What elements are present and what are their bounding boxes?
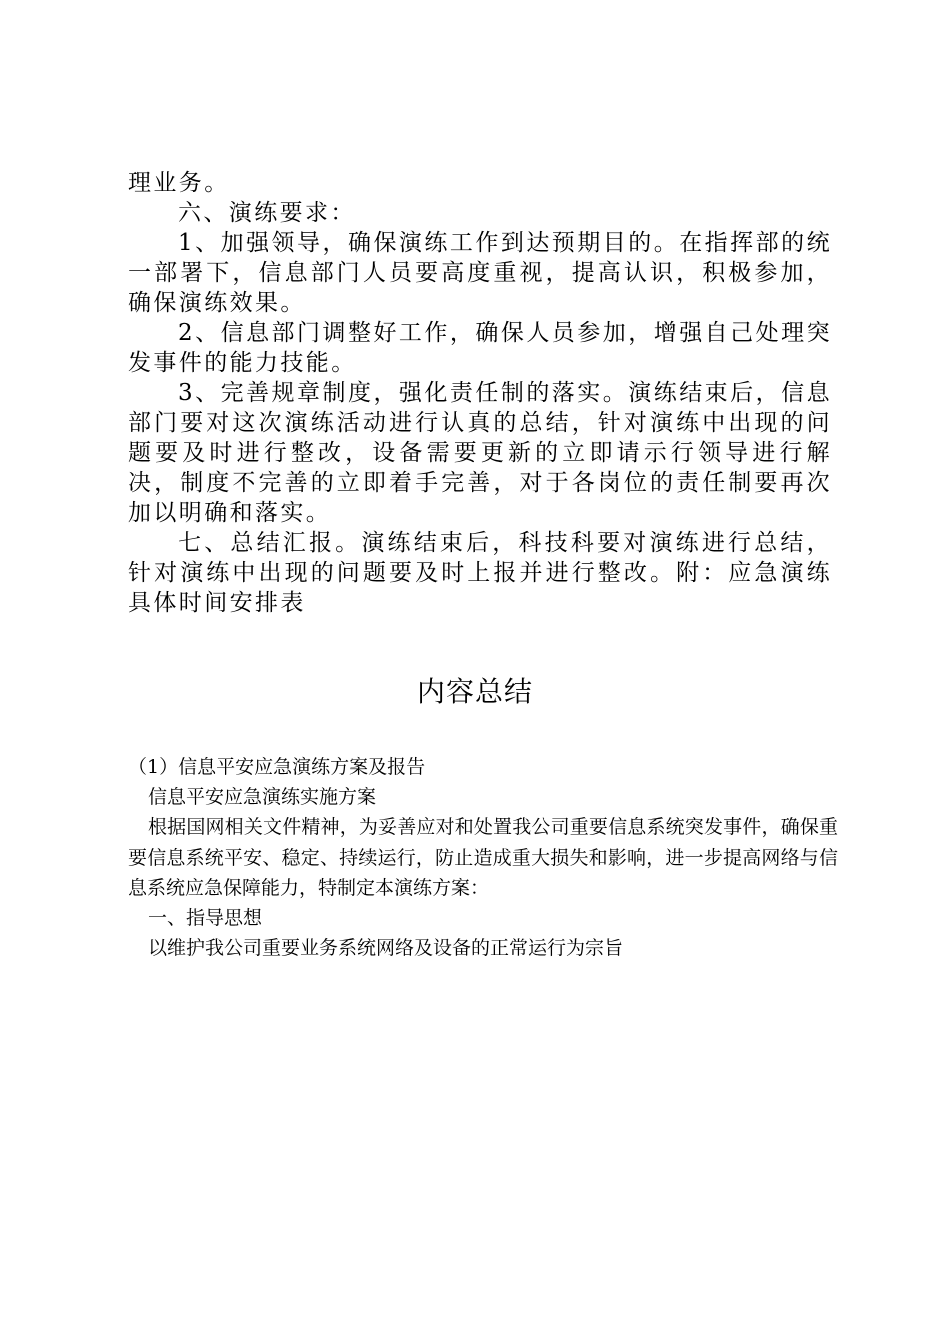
document-body [128, 168, 832, 618]
heading-summary-report: 七、总结汇报。演练结束后，科技科要对演练进行总结，针对演练中出现的问题要及时上报并进行整改。附：应急演练具体时间安排表 [128, 530, 832, 616]
requirement-item-2: 2、信息部门调整好工作，确保人员参加，增强自己处理突发事件的能力技能。 [128, 320, 832, 376]
summary-block [128, 752, 838, 963]
summary-paragraph: 根据国网相关文件精神，为妥善应对和处置我公司重要信息系统突发事件，确保重要信息系统平安、稳定、持续运行，防止造成重大损失和影响，进一步提高网络与信息系统应急保障能力，特制定本演练方案： [128, 816, 838, 899]
summary-item-label: （1）信息平安应急演练方案及报告 [128, 756, 426, 778]
summary-title: 内容总结 [416, 675, 533, 708]
requirement-item-3: 3、完善规章制度，强化责任制的落实。演练结束后，信息部门要对这次演练活动进行认真的总结，针对演练中出现的问题要及时进行整改，设备需要更新的立即请示行领导进行解决，制度不完善的立即着手完善，对于各岗位的责任制要再次加以明确和落实。 [128, 380, 832, 526]
paragraph-continuation: 理业务。 [128, 170, 230, 196]
heading-drill-requirements: 六、演练要求： [178, 200, 356, 226]
summary-section-heading: 一、指导思想 [148, 907, 263, 930]
summary-last-line: 以维护我公司重要业务系统网络及设备的正常运行为宗旨 [148, 937, 624, 960]
summary-subtitle: 信息平安应急演练实施方案 [148, 786, 377, 809]
requirement-item-1: 1、加强领导，确保演练工作到达预期目的。在指挥部的统一部署下，信息部门人员要高度重视，提高认识，积极参加，确保演练效果。 [128, 230, 832, 316]
